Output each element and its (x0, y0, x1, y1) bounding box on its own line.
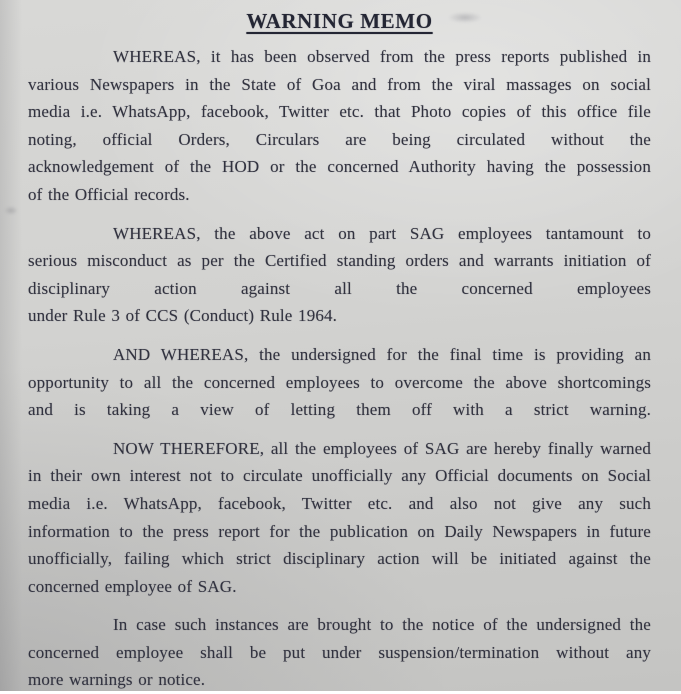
memo-line: unofficially, failing which strict disciplinary action will be initiated against the (28, 549, 651, 569)
memo-line: AND WHEREAS, the undersigned for the final time is providing an (113, 344, 651, 364)
memo-paragraph-2 (28, 220, 651, 330)
memo-line: NOW THEREFORE, all the employees of SAG are hereby finally warned (113, 438, 651, 458)
memo-line: In case such instances are brought to the notice of the undersigned the (113, 615, 651, 635)
memo-line: under Rule 3 of CCS (Conduct) Rule 1964. (28, 306, 338, 326)
memo-paragraph-4 (28, 435, 651, 601)
memo-line: WHEREAS, the above act on part SAG employees tantamount to (113, 223, 651, 243)
memo-line: more warnings or notice. (28, 670, 206, 690)
memo-line: and is taking a view of letting them off with a strict warning. (28, 400, 651, 420)
memo-line: noting, official Orders, Circulars are being circulated without the (28, 129, 651, 149)
memo-line: WHEREAS, it has been observed from the press reports published in (113, 47, 651, 66)
memo-line: concerned employee of SAG. (28, 576, 237, 596)
memo-line: media i.e. WhatsApp, facebook, Twitter etc. that Photo copies of this office file (28, 102, 651, 122)
memo-line: opportunity to all the concerned employees to overcome the above shortcomings (28, 372, 651, 392)
memo-line: of the Official records. (28, 184, 190, 204)
paper-smudge (4, 206, 18, 215)
memo-paragraph-1 (28, 43, 651, 209)
memo-line: in their own interest not to circulate unofficially any Official documents on Social (28, 466, 651, 486)
memo-line: various Newspapers in the State of Goa and from the viral massages on social (28, 74, 651, 94)
memo-line: information to the press report for the publication on Daily Newspapers in future (28, 521, 651, 541)
memo-title: WARNING MEMO (246, 9, 433, 33)
memo-line: disciplinary action against all the concerned employees (28, 278, 651, 298)
memo-line: media i.e. WhatsApp, facebook, Twitter etc. and also not give any such (28, 493, 651, 513)
memo-line: concerned employee shall be put under suspension/termination without any (28, 642, 651, 662)
memo-paragraph-5 (28, 611, 651, 694)
memo-line: serious misconduct as per the Certified standing orders and warrants initiation of (28, 251, 651, 271)
memo-line: acknowledgement of the HOD or the concerned Authority having the possession (28, 157, 651, 177)
memo-paragraph-3 (28, 341, 651, 424)
